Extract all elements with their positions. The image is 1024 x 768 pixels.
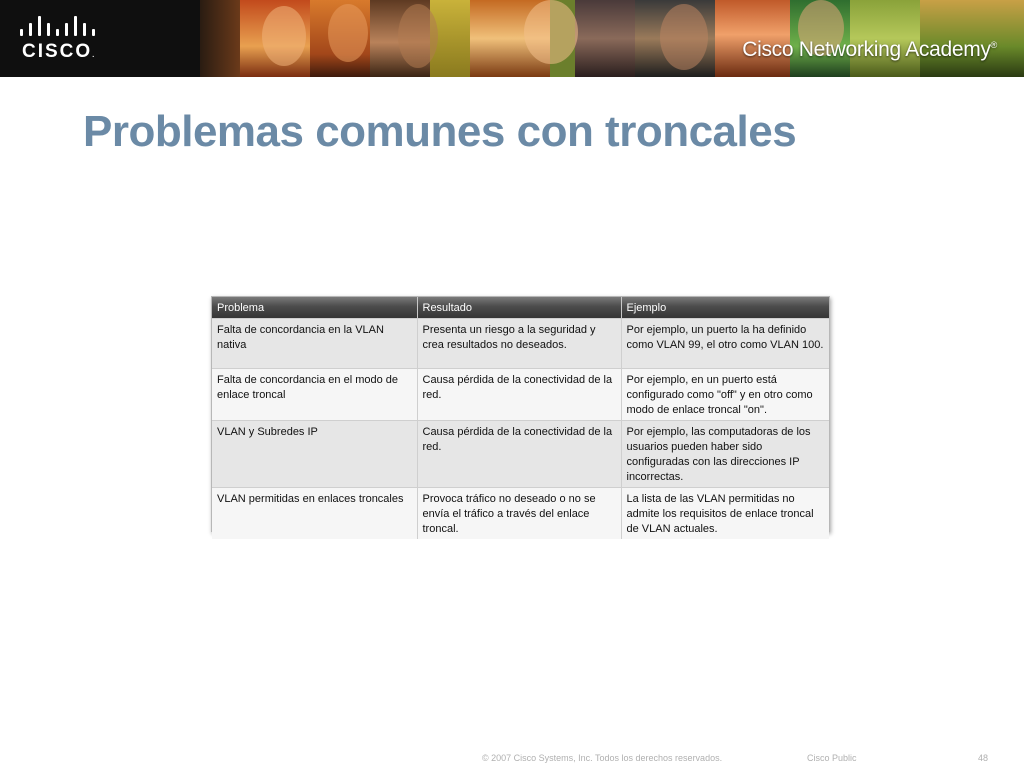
cisco-wordmark: CISCO. (22, 41, 95, 62)
cell-problema: Falta de concordancia en la VLAN nativa (212, 319, 417, 369)
banner-face (398, 4, 438, 68)
banner-face (328, 4, 368, 62)
footer-classification: Cisco Public (807, 753, 857, 763)
banner-face (524, 0, 578, 64)
footer-page-number: 48 (978, 753, 989, 763)
footer-copyright: © 2007 Cisco Systems, Inc. Todos los derechos reservados. (482, 753, 723, 763)
cell-ejemplo: La lista de las VLAN permitidas no admite los requisitos de enlace troncal de VLAN actuales. (621, 488, 829, 540)
cell-ejemplo: Por ejemplo, en un puerto está configurado como "off" y en otro como modo de enlace troncal "on". (621, 369, 829, 421)
column-header-problema: Problema (212, 297, 417, 319)
slide-title: Problemas comunes con troncales (83, 107, 797, 156)
cell-resultado: Causa pérdida de la conectividad de la red. (417, 369, 621, 421)
cell-problema: VLAN permitidas en enlaces troncales (212, 488, 417, 540)
table-header-row (212, 297, 829, 319)
table-row (212, 319, 829, 369)
table-row (212, 369, 829, 421)
table-row (212, 488, 829, 540)
cell-resultado: Provoca tráfico no deseado o no se envía el tráfico a través del enlace troncal. (417, 488, 621, 540)
header-banner (0, 0, 1024, 77)
banner-face (262, 6, 306, 66)
networking-academy-label: Cisco Networking Academy® (742, 38, 997, 61)
cell-resultado: Causa pérdida de la conectividad de la red. (417, 421, 621, 488)
cisco-logo[interactable] (14, 14, 104, 62)
table-row (212, 421, 829, 488)
banner-face (660, 4, 708, 70)
banner-photo-segment (200, 0, 240, 77)
cell-ejemplo: Por ejemplo, las computadoras de los usuarios pueden haber sido configuradas con las direcciones IP incorrectas. (621, 421, 829, 488)
cisco-bridge-icon (20, 16, 100, 36)
cell-problema: VLAN y Subredes IP (212, 421, 417, 488)
cell-resultado: Presenta un riesgo a la seguridad y crea resultados no deseados. (417, 319, 621, 369)
column-header-resultado: Resultado (417, 297, 621, 319)
cell-problema: Falta de concordancia en el modo de enlace troncal (212, 369, 417, 421)
banner-photo-segment (575, 0, 635, 77)
trunk-problems-table (211, 296, 830, 535)
column-header-ejemplo: Ejemplo (621, 297, 829, 319)
cell-ejemplo: Por ejemplo, un puerto la ha definido como VLAN 99, el otro como VLAN 100. (621, 319, 829, 369)
